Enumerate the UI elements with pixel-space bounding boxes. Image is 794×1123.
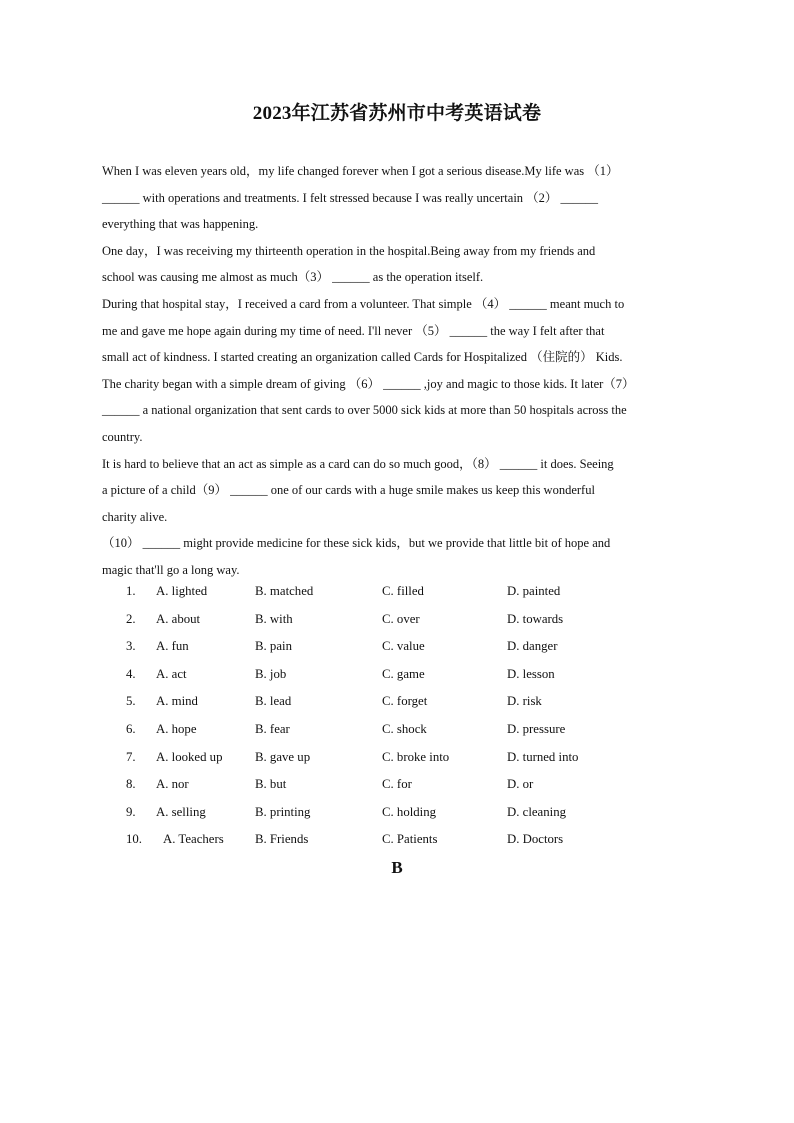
option-b: B. gave up — [255, 749, 311, 764]
passage-line: The charity began with a simple dream of giving （6） ______ ,joy and magic to those kids. It later（7） — [102, 376, 635, 391]
passage-line: ______ a national organization that sent cards to over 5000 sick kids at more than 50 hospitals across the — [102, 403, 627, 418]
option-b: B. with — [255, 611, 293, 626]
option-c: C. game — [382, 666, 425, 681]
option-d: D. pressure — [507, 721, 566, 736]
option-d: D. Doctors — [507, 832, 564, 847]
option-c: C. over — [382, 611, 420, 626]
option-c: C. Patients — [382, 832, 438, 847]
passage-line: everything that was happening. — [102, 217, 259, 232]
option-a: A. hope — [156, 721, 197, 736]
question-number: 9. — [126, 804, 136, 819]
passage-line: a picture of a child（9） ______ one of our cards with a huge smile makes us keep this wonderful — [102, 483, 595, 498]
passage-line: school was causing me almost as much（3） ______ as the operation itself. — [102, 270, 484, 285]
question-row — [126, 826, 686, 854]
passage-line: During that hospital stay，I received a card from a volunteer. That simple （4） ______ meant much to — [102, 296, 625, 311]
passage-line: me and gave me hope again during my time of need. I'll never （5） ______ the way I felt after that — [102, 323, 605, 338]
passage-line: charity alive. — [102, 509, 168, 524]
option-d: D. risk — [507, 694, 542, 709]
question-number: 10. — [126, 832, 142, 847]
option-a: A. selling — [156, 804, 206, 819]
option-c: C. for — [382, 777, 412, 792]
question-number: 8. — [126, 777, 136, 792]
question-row — [126, 633, 686, 661]
option-d: D. turned into — [507, 749, 579, 764]
passage-line: country. — [102, 429, 143, 444]
option-d: D. painted — [507, 584, 561, 598]
passage-line: small act of kindness. I started creating an organization called Cards for Hospitalized （住院的） Kids. — [102, 350, 623, 365]
page-title: 2023年江苏省苏州市中考英语试卷 — [252, 103, 542, 124]
question-row — [126, 799, 686, 827]
question-number: 3. — [126, 639, 136, 654]
option-a: A. fun — [156, 639, 189, 654]
option-c: C. filled — [382, 584, 424, 598]
question-row — [126, 744, 686, 772]
option-b: B. Friends — [255, 832, 309, 847]
question-row — [126, 606, 686, 634]
option-c: C. shock — [382, 721, 427, 736]
option-d: D. cleaning — [507, 804, 566, 819]
option-a: A. act — [156, 666, 187, 681]
option-d: D. or — [507, 777, 534, 792]
option-d: D. towards — [507, 611, 564, 626]
passage-line: （10） ______ might provide medicine for these sick kids，but we provide that little bit of hope and — [102, 536, 611, 551]
question-number: 1. — [126, 584, 136, 598]
option-b: B. lead — [255, 694, 292, 709]
option-b: B. but — [255, 777, 287, 792]
option-c: C. value — [382, 639, 425, 654]
section-label: B — [391, 858, 403, 877]
option-a: A. looked up — [156, 749, 223, 764]
option-b: B. matched — [255, 584, 314, 598]
question-row — [126, 688, 686, 716]
option-b: B. job — [255, 666, 287, 681]
option-a: A. Teachers — [163, 832, 224, 847]
question-row — [126, 771, 686, 799]
option-d: D. danger — [507, 639, 558, 654]
question-number: 4. — [126, 666, 136, 681]
option-c: C. holding — [382, 804, 437, 819]
question-row — [126, 578, 686, 606]
question-number: 2. — [126, 611, 136, 626]
option-d: D. lesson — [507, 666, 555, 681]
option-b: B. pain — [255, 639, 292, 654]
question-number: 6. — [126, 721, 136, 736]
option-b: B. printing — [255, 804, 311, 819]
option-c: C. broke into — [382, 749, 450, 764]
passage-line: When I was eleven years old，my life changed forever when I got a serious disease.My life was （1） — [102, 164, 619, 178]
passage — [102, 158, 702, 584]
question-number: 7. — [126, 749, 136, 764]
option-b: B. fear — [255, 721, 290, 736]
passage-line: magic that'll go a long way. — [102, 562, 240, 577]
option-a: A. mind — [156, 694, 198, 709]
option-c: C. forget — [382, 694, 428, 709]
passage-line: It is hard to believe that an act as simple as a card can do so much good，（8） ______ it does. Seeing — [102, 456, 614, 471]
question-row — [126, 716, 686, 744]
option-a: A. lighted — [156, 584, 208, 598]
passage-line: ______ with operations and treatments. I felt stressed because I was really uncertain （2） ______ — [102, 190, 599, 205]
option-a: A. about — [156, 611, 201, 626]
question-row — [126, 661, 686, 689]
question-number: 5. — [126, 694, 136, 709]
answer-options — [126, 578, 686, 854]
option-a: A. nor — [156, 777, 189, 792]
passage-line: One day，I was receiving my thirteenth operation in the hospital.Being away from my friends and — [102, 243, 596, 258]
